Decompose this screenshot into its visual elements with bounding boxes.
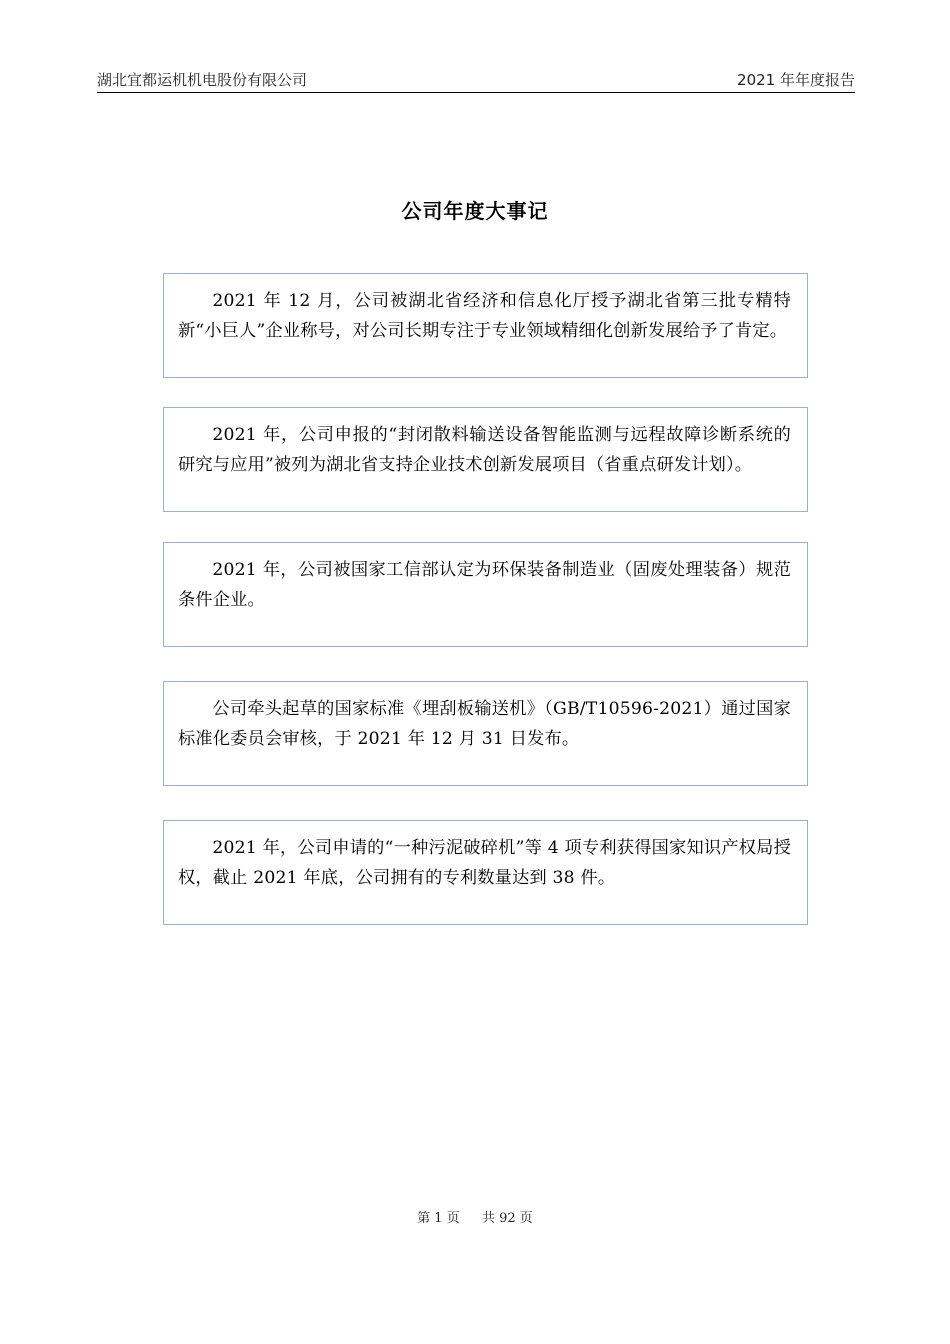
event-box-3: 2021 年，公司被国家工信部认定为环保装备制造业（固废处理装备）规范条件企业。 [163,542,808,647]
event-box-2: 2021 年，公司申报的“封闭散料输送设备智能监测与远程故障诊断系统的研究与应用”被列为湖北省支持企业技术创新发展项目（省重点研发计划）。 [163,407,808,512]
page-header [97,66,855,93]
event-box-5: 2021 年，公司申请的“一种污泥破碎机”等 4 项专利获得国家知识产权局授权，截止 2021 年底，公司拥有的专利数量达到 38 件。 [163,820,808,925]
event-box-1: 2021 年 12 月，公司被湖北省经济和信息化厅授予湖北省第三批专精特新“小巨人”企业称号，对公司长期专注于专业领域精细化创新发展给予了肯定。 [163,273,808,378]
page-number: 第 1 页 [417,1211,460,1226]
header-report-title: 2021 年年度报告 [737,71,855,89]
page-footer [0,1207,950,1226]
section-title: 公司年度大事记 [401,199,549,223]
header-company-name: 湖北宜都运机机电股份有限公司 [97,71,308,89]
event-box-4: 公司牵头起草的国家标准《埋刮板输送机》（GB/T10596-2021）通过国家标准化委员会审核，于 2021 年 12 月 31 日发布。 [163,681,808,786]
page-total: 共 92 页 [482,1211,533,1226]
